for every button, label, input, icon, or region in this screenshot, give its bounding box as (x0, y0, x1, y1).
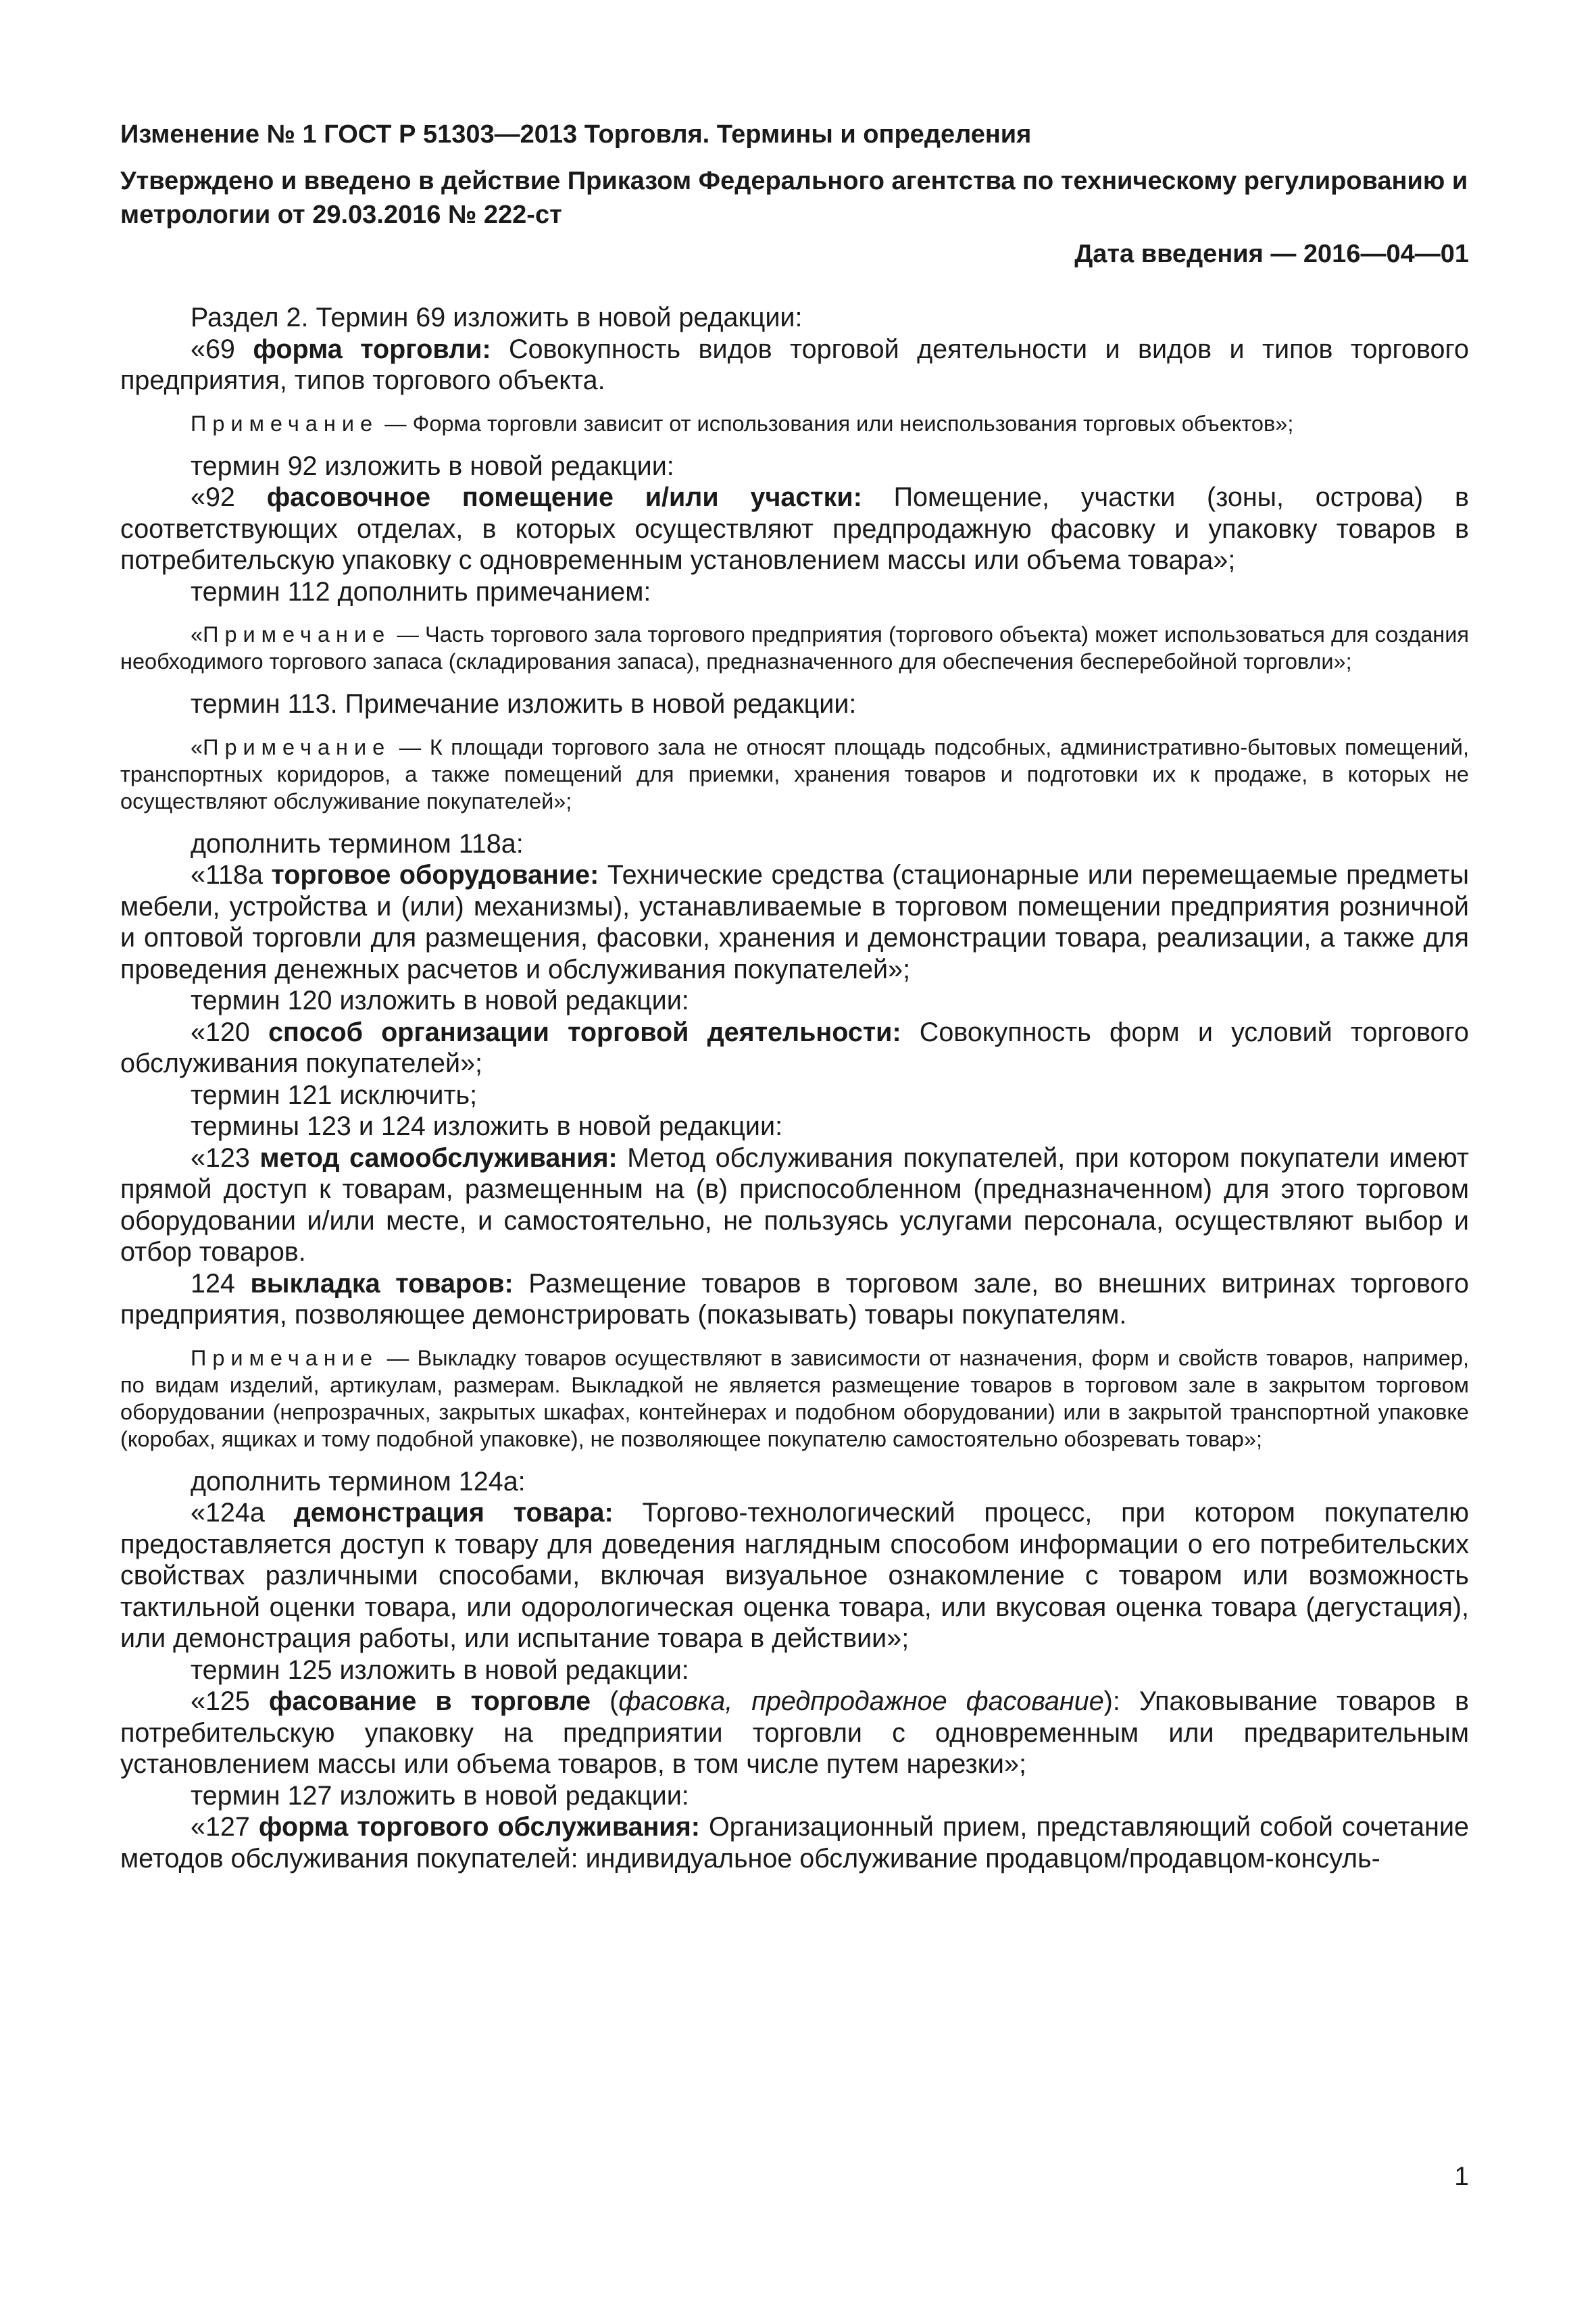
note-label: Примечание (191, 411, 379, 436)
definition-125 (120, 1686, 1469, 1780)
note-text: — Форма торговли зависит от использования или неиспользования торговых объектов»; (378, 411, 1294, 436)
paragraph-text: термин 92 изложить в новой редакции: (191, 451, 674, 481)
definition-text: Организационный прием, представляющий собой сочетание методов обслуживания покупателей: индивидуальное обслуживание продавцом/продавцом-консуль- (120, 1812, 1469, 1873)
defined-term: форма торговли: (253, 334, 491, 364)
definition-text: Метод обслуживания покупателей, при котором покупатели имеют прямой доступ к товарам, размещенным на (в) приспособленном (предназначенном) для этого торговом оборудовании и/или месте, и самостоятельно, не пользуясь услугами персонала, осуществляют выбор и отбор товаров. (120, 1142, 1470, 1267)
definition-number: 124 (191, 1268, 251, 1299)
note (120, 1344, 1469, 1453)
paragraph (120, 688, 1469, 720)
note-label: Примечание (191, 1345, 379, 1370)
definition-124a (120, 1497, 1469, 1655)
note (120, 621, 1469, 675)
paragraph-text: термин 120 изложить в новой редакции: (191, 986, 689, 1015)
approval-statement: Утверждено и введено в действие Приказом Федерального агентства по техническому регулированию и метрологии от 29.03.2016 № 222-ст (120, 167, 1468, 229)
paragraph (120, 985, 1469, 1017)
synonyms: фасовка, предпродажное фасование (618, 1686, 1104, 1716)
paragraph-text: термин 113. Примечание изложить в новой редакции: (191, 689, 857, 719)
note-label: Примечание (203, 734, 391, 759)
paragraph (120, 576, 1469, 608)
note-text: — Выкладку товаров осуществляют в зависимости от назначения, форм и свойств товаров, например, по видам изделий, артикулам, размерам. Выкладкой не является размещение товаров в торговом зале в закрытом торговом оборудовании (непрозрачных, закрытых шкафах, контейнерах и подобном оборудовании) или в закрытой транспортной упаковке (коробах, ящиках и тому подобной упаковке), не позволяющее покупателю самостоятельно обозревать товар»; (120, 1345, 1469, 1451)
document-page (120, 118, 1469, 1874)
definition-92 (120, 482, 1469, 576)
definition-text: Совокупность видов торговой деятельности и видов и типов торгового предприятия, типов торгового объекта. (120, 334, 1469, 395)
defined-term: способ организации торговой деятельности: (268, 1017, 901, 1047)
defined-term: фасовочное помещение и/или участки: (266, 482, 862, 512)
definition-text: ): Упаковывание товаров в потребительскую упаковку на предприятии торговли с одновременным или предварительным установлением массы или объема товаров, в том числе путем нарезки»; (120, 1686, 1469, 1779)
definition-number: «92 (191, 482, 267, 512)
definition-120 (120, 1017, 1469, 1080)
note-label: Примечание (203, 622, 391, 647)
defined-term: фасование в торговле (268, 1686, 591, 1716)
defined-term: выкладка товаров: (250, 1268, 514, 1299)
paragraph-text: дополнить термином 124а: (191, 1466, 526, 1496)
note-quote: « (191, 734, 203, 759)
defined-term: торговое оборудование: (271, 860, 599, 890)
note-text: — К площади торгового зала не относят площадь подсобных, административно-бытовых помещений, транспортных коридоров, а также помещений для приемки, хранения товаров и подготовки их к продаже, в которых не осуществляют обслуживание покупателей»; (120, 734, 1469, 813)
defined-term: форма торгового обслуживания: (258, 1812, 700, 1842)
note-text: — Часть торгового зала торгового предприятия (торгового объекта) может использоваться для создания необходимого торгового запаса (складирования запаса), предназначенного для обеспечения бесперебойной торговли»; (120, 622, 1469, 674)
paragraph (120, 302, 1469, 334)
paragraph (120, 451, 1469, 482)
definition-number: «69 (191, 334, 253, 364)
paragraph (120, 1466, 1469, 1498)
definition-number: «120 (191, 1017, 269, 1047)
definition-118a (120, 859, 1469, 985)
paragraph-text: Раздел 2. Термин 69 изложить в новой редакции: (191, 303, 803, 332)
paragraph-text: термин 125 изложить в новой редакции: (191, 1655, 689, 1685)
paragraph-text: термины 123 и 124 изложить в новой редакции: (191, 1111, 783, 1141)
definition-number: «123 (191, 1142, 260, 1173)
definition-127 (120, 1811, 1469, 1874)
definition-number: «125 (191, 1686, 269, 1716)
definition-text: Совокупность форм и условий торгового обслуживания покупателей»; (120, 1017, 1469, 1078)
defined-term: демонстрация товара: (293, 1498, 614, 1528)
paragraph-text: термин 112 дополнить примечанием: (191, 576, 651, 607)
paragraph (120, 1111, 1469, 1142)
definition-number: «127 (191, 1812, 259, 1842)
document-title: Изменение № 1 ГОСТ Р 51303—2013 Торговля. Термины и определения (120, 120, 1032, 149)
defined-term: метод самообслуживания: (259, 1142, 618, 1173)
definition-text: Технические средства (стационарные или перемещаемые предметы мебели, устройства и (или) механизмы), устанавливаемые в торговом помещении предприятия розничной и оптовой торговли для размещения, фасовки, хранения и демонстрации товара, реализации, а также для проведения денежных расчетов и обслуживания покупателей»; (120, 860, 1469, 984)
note (120, 410, 1469, 437)
definition-text: Торгово-технологический процесс, при котором покупателю предоставляется доступ к товару для доведения наглядным способом информации о его потребительских свойствах различными способами, включая визуальное ознакомление с товаром или возможность тактильной оценки товара, или одорологическая оценка товара, или вкусовая оценка товара (дегустация), или демонстрация работы, или испытание товара в действии»; (120, 1498, 1469, 1653)
paragraph-text: термин 127 изложить в новой редакции: (191, 1780, 689, 1811)
definition-124 (120, 1268, 1469, 1331)
paren-open: ( (591, 1686, 619, 1716)
definition-text: Размещение товаров в торговом зале, во внешних витринах торгового предприятия, позволяющее демонстрировать (показывать) товары покупателям. (120, 1268, 1469, 1330)
paragraph-text: дополнить термином 118а: (191, 828, 524, 859)
note-quote: « (191, 622, 203, 647)
paragraph (120, 828, 1469, 860)
page-number: 1 (1454, 2162, 1469, 2191)
paragraph-text: термин 121 исключить; (191, 1080, 478, 1110)
effective-date: Дата введения — 2016—04—01 (1074, 240, 1469, 268)
definition-69 (120, 334, 1469, 397)
definition-number: «124а (191, 1498, 294, 1528)
definition-123 (120, 1142, 1469, 1268)
paragraph (120, 1080, 1469, 1111)
note (120, 734, 1469, 815)
definition-number: «118а (191, 860, 272, 890)
definition-text: Помещение, участки (зоны, острова) в соответствующих отделах, в которых осуществляют предпродажную фасовку и упаковку товаров в потребительскую упаковку с одновременным установлением массы или объема товара»; (120, 482, 1469, 575)
paragraph (120, 1655, 1469, 1686)
paragraph (120, 1780, 1469, 1812)
